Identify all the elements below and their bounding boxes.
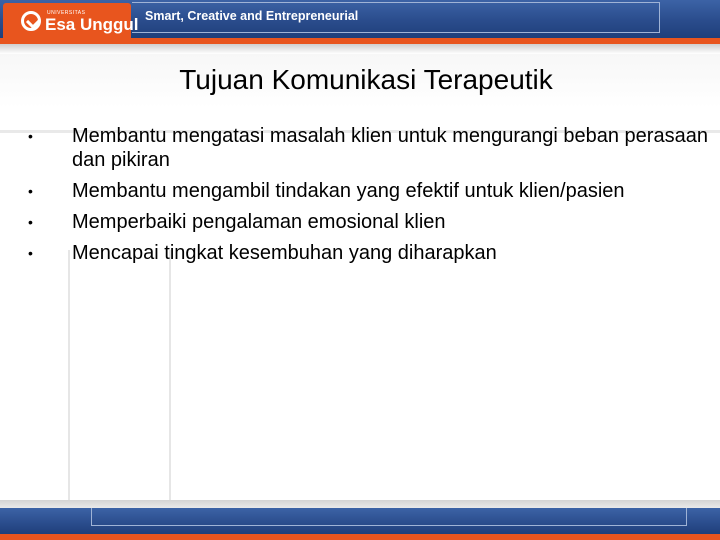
bullet-list [28,124,708,272]
bullet-dot: • [28,183,33,199]
bullet-text: Membantu mengatasi masalah klien untuk mengurangi beban perasaan dan pikiran [72,125,708,171]
bullet-item [28,210,708,234]
university-logo [3,3,139,41]
slide-title: Tujuan Komunikasi Terapeutik [179,64,553,95]
bullet-item [28,241,708,265]
header-shadow [0,44,720,54]
esa-unggul-logo-icon [21,11,41,31]
bullet-text: Mencapai tingkat kesembuhan yang diharapkan [72,242,497,264]
tagline: Smart, Creative and Entrepreneurial [145,9,359,23]
bullet-item [28,179,708,203]
header-banner [0,0,720,50]
bullet-dot: • [28,245,33,261]
logo-text: Esa Unggul [45,15,139,34]
logo-small-text: UNIVERSITAS [47,10,86,16]
footer-outline [91,508,687,526]
bullet-text: Memperbaiki pengalaman emosional klien [72,211,446,233]
bullet-dot: • [28,214,33,230]
background-column [68,250,171,500]
bullet-item [28,124,708,172]
footer-orange-line [0,534,720,540]
bullet-dot: • [28,128,33,144]
bullet-text: Membantu mengambil tindakan yang efektif untuk klien/pasien [72,180,625,202]
